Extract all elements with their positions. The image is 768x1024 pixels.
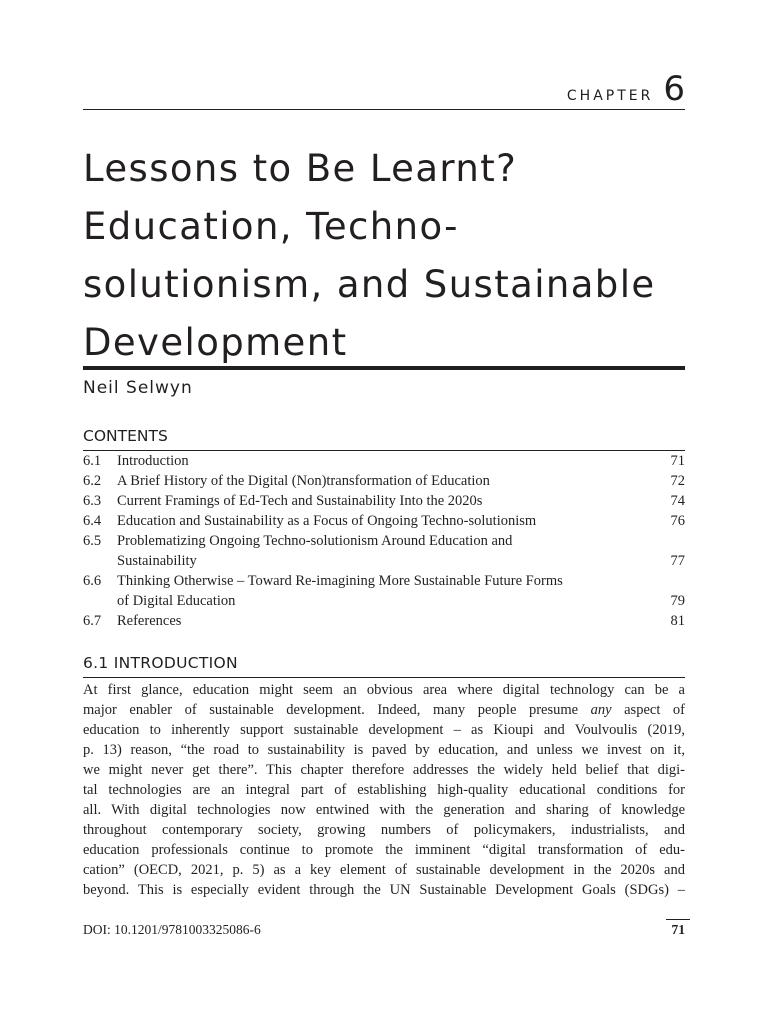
toc-entry-title: Education and Sustainability as a Focus of Ongoing Techno-solutionism (117, 513, 537, 529)
chapter-number: 6 (663, 69, 685, 109)
toc-entry-page: 77 (670, 553, 685, 569)
author-name: Neil Selwyn (83, 378, 193, 398)
toc-entry[interactable] (83, 511, 685, 531)
body-line: tal technologies are an integral part of establishing high-quality educational conditions for (83, 782, 685, 798)
toc-entry[interactable] (83, 491, 685, 511)
toc-entry-page: 79 (670, 593, 685, 609)
table-of-contents (83, 451, 685, 631)
chapter-title-line: Education, Techno- (83, 205, 459, 248)
contents-heading: CONTENTS (83, 427, 168, 445)
body-line: we might never get there”. This chapter therefore addresses the widely held belief that digi- (83, 762, 685, 778)
body-line: major enabler of sustainable development. Indeed, many people presume any aspect of (83, 702, 685, 718)
toc-entry-title: Thinking Otherwise – Toward Re-imagining More Sustainable Future Forms of Digital Education (117, 573, 563, 609)
toc-entry-number: 6.1 (83, 453, 102, 469)
toc-entry-title: A Brief History of the Digital (Non)transformation of Education (117, 473, 490, 489)
chapter-word: CHAPTER (566, 88, 654, 104)
body-line: throughout contemporary society, growing numbers of policymakers, industrialists, and (83, 822, 685, 838)
toc-entry-page: 71 (670, 453, 685, 469)
toc-entry-page: 76 (670, 513, 685, 529)
toc-entry-page: 81 (670, 613, 685, 629)
body-line: At first glance, education might seem an obvious area where digital technology can be a (83, 682, 685, 698)
body-line: beyond. This is especially evident through the UN Sustainable Development Goals (SDGs) – (83, 882, 685, 898)
body-line: p. 13) reason, “the road to sustainability is paved by education, and unless we invest on it, (83, 742, 685, 758)
chapter-title (83, 140, 693, 372)
toc-entry-number: 6.7 (83, 613, 102, 629)
toc-entry-number: 6.2 (83, 473, 102, 489)
toc-entry-title: Problematizing Ongoing Techno-solutionism Around Education and Sustainability (117, 533, 513, 569)
chapter-title-line: solutionism, and Sustainable (83, 263, 656, 306)
toc-entry-number: 6.5 (83, 533, 102, 549)
body-paragraph (83, 680, 685, 900)
chapter-title-line: Development (83, 321, 348, 364)
chapter-title-line: Lessons to Be Learnt? (83, 147, 518, 190)
toc-entry-number: 6.6 (83, 573, 102, 589)
section-heading: 6.1 INTRODUCTION (83, 654, 238, 672)
body-line: education to inherently support sustainable development – as Kioupi and Voulvoulis (2019, (83, 722, 685, 738)
toc-entry-title: Introduction (117, 453, 189, 469)
toc-entry[interactable] (83, 531, 685, 571)
toc-entry-number: 6.4 (83, 513, 102, 529)
page-number: 71 (671, 922, 685, 937)
chapter-label (566, 69, 685, 109)
toc-entry[interactable] (83, 451, 685, 471)
toc-entry-page: 72 (670, 473, 685, 489)
toc-entry[interactable] (83, 611, 685, 631)
title-rule (83, 366, 685, 370)
doi-link[interactable]: DOI: 10.1201/9781003325086-6 (83, 922, 261, 937)
page-number-rule (666, 919, 690, 920)
emphasis-text: any (590, 702, 612, 718)
section-rule (83, 677, 685, 678)
chapter-rule (83, 109, 685, 110)
toc-entry-page: 74 (670, 493, 685, 509)
toc-entry-title: References (117, 613, 182, 629)
toc-entry-title: Current Framings of Ed-Tech and Sustainability Into the 2020s (117, 493, 483, 509)
body-line: cation” (OECD, 2021, p. 5) as a key element of sustainable development in the 2020s and (83, 862, 685, 878)
toc-entry[interactable] (83, 471, 685, 491)
toc-entry[interactable] (83, 571, 685, 611)
body-line: education professionals continue to promote the imminent “digital transformation of edu- (83, 842, 685, 858)
body-line: all. With digital technologies now entwined with the generation and sharing of knowledge (83, 802, 685, 818)
toc-entry-number: 6.3 (83, 493, 102, 509)
